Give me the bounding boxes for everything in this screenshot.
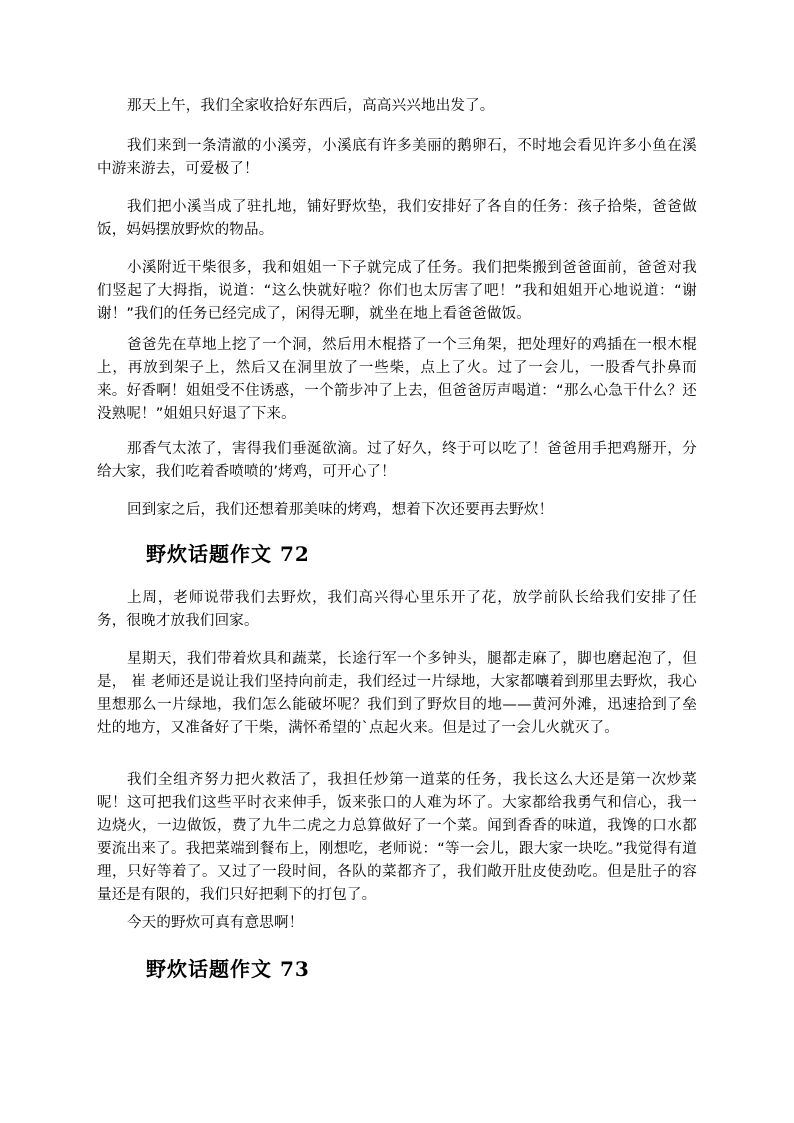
essay72-title: 野炊话题作文 72 [146,542,310,566]
essay72-paragraph-2: 星期天，我们带着炊具和蔬菜，长途行军一个多钟头，腿都走麻了，脚也磨起泡了，但是， 崔 老师还是说让我们坚持向前走，我们经过一片绿地，大家都嚷着到那里去野炊，我心里想那么一片绿地，我们怎么能破坏呢？我们到了野炊目的地——黄河外滩，迅速拾到了垒灶的地方，又准备好了干柴，满怀希望的`点起火来。但是过了一会儿火就灭了。 [97,651,697,736]
essay72-paragraph-1: 上周，老师说带我们去野炊，我们高兴得心里乐开了花，放学前队长给我们安排了任务，很晚才放我们回家。 [97,590,697,629]
essay71-paragraph-6: 那香气太浓了，害得我们垂涎欲滴。过了好久，终于可以吃了！爸爸用手把鸡掰开，分给大家，我们吃着香喷喷的’烤鸡，可开心了！ [97,441,697,480]
essay73-title: 野炊话题作文 73 [146,957,310,981]
essay72-paragraph-3: 我们全组齐努力把火救活了，我担任炒第一道菜的任务，我长这么大还是第一次炒菜呢！这可把我们这些平时衣来伸手，饭来张口的人难为坏了。大家都给我勇气和信心，我一边烧火，一边做饭，费了九牛二虎之力总算做好了一个菜。闻到香香的味道，我馋的口水都要流出来了。我把菜端到餐布上，刚想吃，老师说：“等一会儿，跟大家一块吃。”我觉得有道理，只好等着了。又过了一段时间，各队的菜都齐了，我们敞开肚皮使劲吃。但是肚子的容量还是有限的，我们只好把剩下的打包了。 [97,772,697,903]
essay71-paragraph-5: 爸爸先在草地上挖了一个洞，然后用木棍搭了一个三角架，把处理好的鸡插在一根木棍上，再放到架子上，然后又在洞里放了一些柴，点上了火。过了一会儿，一股香气扑鼻而来。好香啊！姐姐受不住诱惑，一个箭步冲了上去，但爸爸厉声喝道：“那么心急干什么？还没熟呢！”姐姐只好退了下来。 [97,337,697,422]
essay71-paragraph-2: 我们来到一条清澈的小溪旁，小溪底有许多美丽的鹅卵石，不时地会看见许多小鱼在溪中游来游去，可爱极了！ [97,138,697,177]
essay71-paragraph-4: 小溪附近干柴很多，我和姐姐一下子就完成了任务。我们把柴搬到爸爸面前，爸爸对我们竖起了大拇指，说道：“这么快就好啦？你们也太厉害了吧！”我和姐姐开心地说道：“谢谢！”我们的任务已经完成了，闲得无聊，就坐在地上看爸爸做饭。 [97,260,697,322]
essay71-paragraph-1: 那天上午，我们全家收拾好东西后，高高兴兴地出发了。 [127,98,495,114]
essay71-paragraph-3: 我们把小溪当成了驻扎地，铺好野炊垫，我们安排好了各自的任务：孩子拾柴，爸爸做饭，妈妈摆放野炊的物品。 [97,199,697,238]
essay72-paragraph-4: 今天的野炊可真有意思啊！ [127,915,304,931]
essay71-paragraph-7: 回到家之后，我们还想着那美味的烤鸡，想着下次还要再去野炊！ [127,502,554,518]
